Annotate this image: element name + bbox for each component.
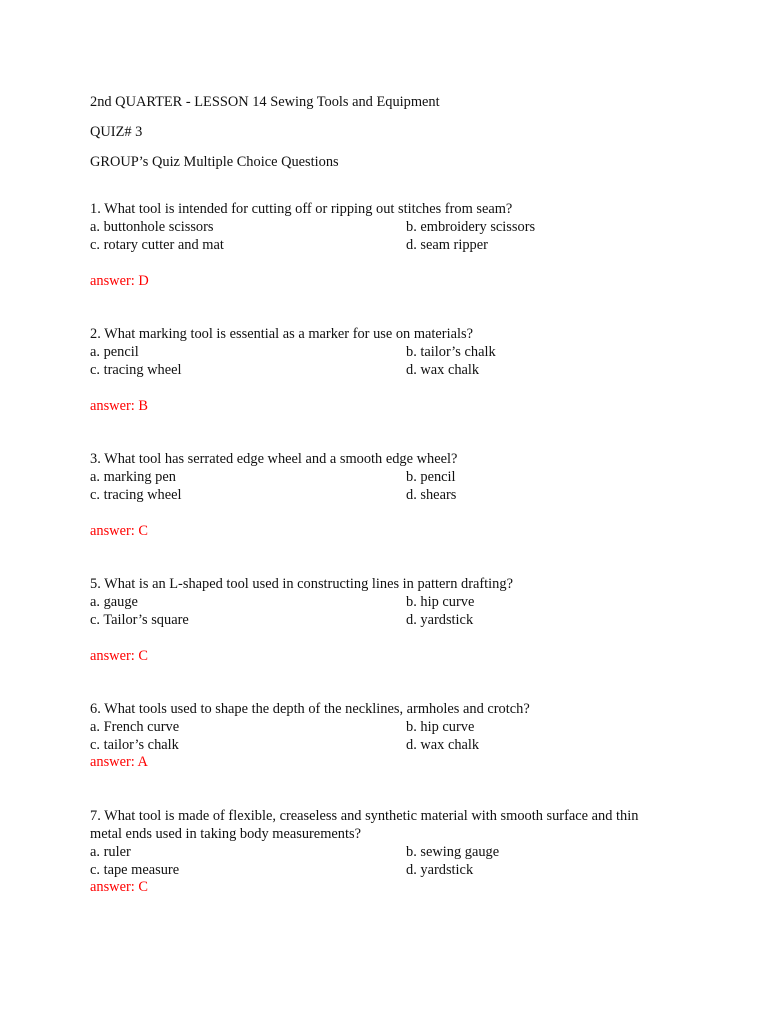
answer-text: answer: C bbox=[90, 523, 148, 539]
question-text: 7. What tool is made of flexible, creaseless and synthetic material with smooth surface and thin bbox=[90, 808, 639, 824]
option-b: b. sewing gauge bbox=[406, 844, 500, 860]
option-c: c. Tailor’s square bbox=[90, 612, 189, 628]
question-text-continued: metal ends used in taking body measurements? bbox=[90, 826, 361, 842]
option-c: c. tracing wheel bbox=[90, 362, 182, 378]
option-d: d. shears bbox=[406, 487, 457, 503]
page-subtitle: GROUP’s Quiz Multiple Choice Questions bbox=[90, 154, 339, 170]
option-b: b. pencil bbox=[406, 469, 456, 485]
answer-text: answer: A bbox=[90, 754, 148, 770]
question-text: 2. What marking tool is essential as a marker for use on materials? bbox=[90, 326, 473, 342]
answer-text: answer: C bbox=[90, 648, 148, 664]
option-a: a. ruler bbox=[90, 844, 131, 860]
option-b: b. hip curve bbox=[406, 594, 475, 610]
question-text: 1. What tool is intended for cutting off or ripping out stitches from seam? bbox=[90, 201, 513, 217]
option-c: c. rotary cutter and mat bbox=[90, 237, 224, 253]
option-b: b. tailor’s chalk bbox=[406, 344, 496, 360]
answer-text: answer: D bbox=[90, 273, 149, 289]
option-d: d. wax chalk bbox=[406, 362, 480, 378]
answer-text: answer: C bbox=[90, 879, 148, 895]
option-d: d. yardstick bbox=[406, 612, 474, 628]
option-a: a. French curve bbox=[90, 719, 180, 735]
option-a: a. buttonhole scissors bbox=[90, 219, 214, 235]
question-text: 3. What tool has serrated edge wheel and a smooth edge wheel? bbox=[90, 451, 458, 467]
question-text: 6. What tools used to shape the depth of the necklines, armholes and crotch? bbox=[90, 701, 530, 717]
answer-text: answer: B bbox=[90, 398, 148, 414]
page-title: 2nd QUARTER - LESSON 14 Sewing Tools and Equipment bbox=[90, 94, 440, 110]
option-a: a. marking pen bbox=[90, 469, 176, 485]
option-b: b. embroidery scissors bbox=[406, 219, 536, 235]
question-text: 5. What is an L-shaped tool used in constructing lines in pattern drafting? bbox=[90, 576, 513, 592]
option-d: d. wax chalk bbox=[406, 737, 480, 753]
option-a: a. gauge bbox=[90, 594, 138, 610]
option-d: d. yardstick bbox=[406, 862, 474, 878]
option-d: d. seam ripper bbox=[406, 237, 488, 253]
option-c: c. tape measure bbox=[90, 862, 180, 878]
option-a: a. pencil bbox=[90, 344, 139, 360]
option-c: c. tailor’s chalk bbox=[90, 737, 179, 753]
option-c: c. tracing wheel bbox=[90, 487, 182, 503]
option-b: b. hip curve bbox=[406, 719, 475, 735]
quiz-number: QUIZ# 3 bbox=[90, 124, 143, 140]
